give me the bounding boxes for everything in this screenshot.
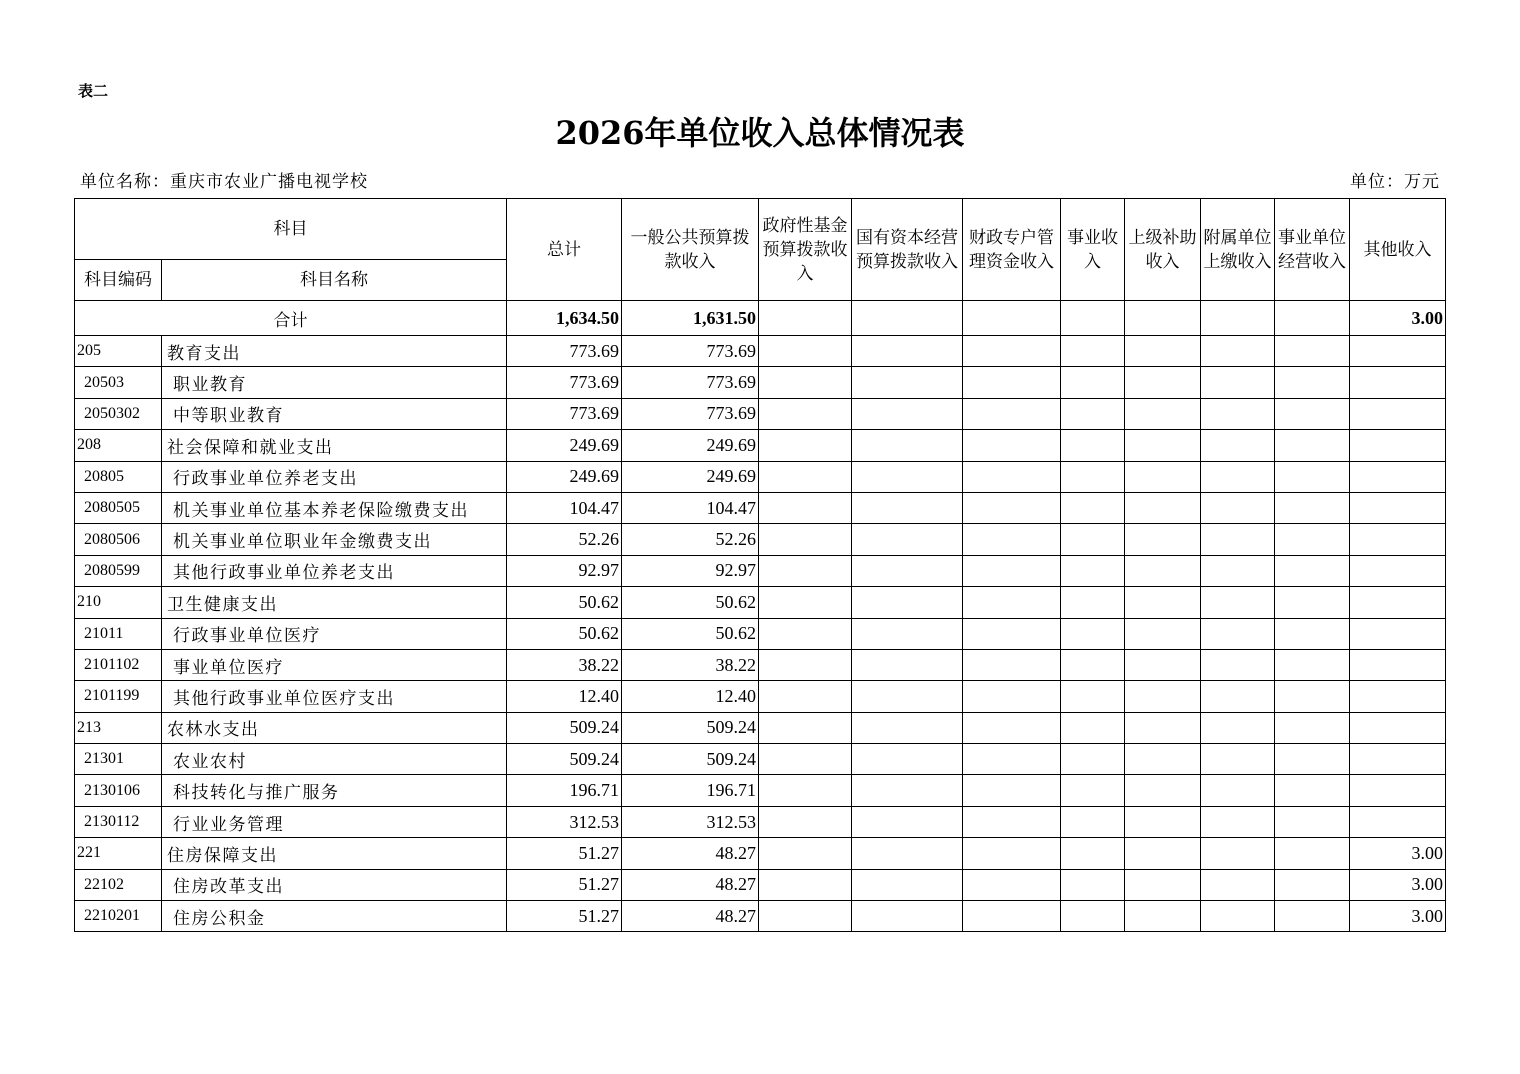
value-cell xyxy=(963,901,1061,932)
value-cell xyxy=(759,461,852,492)
value-cell xyxy=(1125,618,1201,649)
value-cell xyxy=(852,461,963,492)
value-cell: 3.00 xyxy=(1350,901,1446,932)
value-cell xyxy=(852,555,963,586)
value-cell xyxy=(1125,901,1201,932)
value-cell xyxy=(1201,901,1275,932)
value-cell xyxy=(1350,430,1446,461)
value-cell: 773.69 xyxy=(622,367,759,398)
subject-code-cell: 2080505 xyxy=(75,492,162,523)
value-cell xyxy=(1125,712,1201,743)
value-cell xyxy=(1201,744,1275,775)
value-cell: 509.24 xyxy=(507,744,622,775)
value-cell xyxy=(1275,430,1350,461)
subject-code-cell: 2210201 xyxy=(75,901,162,932)
value-cell xyxy=(1275,681,1350,712)
subject-name-cell: 科技转化与推广服务 xyxy=(162,775,507,806)
total-row xyxy=(75,301,1446,336)
value-cell: 38.22 xyxy=(507,649,622,680)
value-cell xyxy=(759,430,852,461)
subject-name-cell: 行业业务管理 xyxy=(162,806,507,837)
value-cell xyxy=(963,618,1061,649)
value-cell xyxy=(1061,398,1125,429)
value-cell xyxy=(1275,367,1350,398)
income-table xyxy=(74,198,1446,932)
value-cell xyxy=(1061,336,1125,367)
table-row xyxy=(75,461,1446,492)
value-cell xyxy=(963,744,1061,775)
value-cell xyxy=(759,869,852,900)
subject-name-cell: 社会保障和就业支出 xyxy=(162,430,507,461)
value-cell xyxy=(1125,681,1201,712)
value-cell xyxy=(963,587,1061,618)
subject-name-cell: 卫生健康支出 xyxy=(162,587,507,618)
page-title: 2026年单位收入总体情况表 xyxy=(555,114,965,152)
unit-name: 单位名称：重庆市农业广播电视学校 xyxy=(80,172,368,192)
subject-name-cell: 住房保障支出 xyxy=(162,838,507,869)
table-row xyxy=(75,587,1446,618)
table-row xyxy=(75,555,1446,586)
value-cell xyxy=(1061,806,1125,837)
value-cell xyxy=(1275,775,1350,806)
value-cell: 509.24 xyxy=(622,744,759,775)
value-cell xyxy=(1061,555,1125,586)
value-cell xyxy=(759,555,852,586)
subject-code-cell: 2080599 xyxy=(75,555,162,586)
total-value-cell xyxy=(1125,301,1201,336)
value-cell xyxy=(1350,461,1446,492)
value-cell xyxy=(1201,367,1275,398)
table-row xyxy=(75,336,1446,367)
table-row xyxy=(75,492,1446,523)
value-cell xyxy=(852,775,963,806)
value-cell xyxy=(852,681,963,712)
value-cell xyxy=(759,838,852,869)
value-cell xyxy=(1201,618,1275,649)
value-cell xyxy=(1125,492,1201,523)
value-cell: 312.53 xyxy=(622,806,759,837)
subject-code-cell: 20503 xyxy=(75,367,162,398)
total-value-cell xyxy=(1061,301,1125,336)
value-cell xyxy=(759,901,852,932)
subject-code-cell: 205 xyxy=(75,336,162,367)
value-cell xyxy=(1275,806,1350,837)
value-cell xyxy=(852,367,963,398)
table-row xyxy=(75,838,1446,869)
value-cell: 773.69 xyxy=(507,367,622,398)
subject-code-cell: 2130112 xyxy=(75,806,162,837)
value-cell: 196.71 xyxy=(622,775,759,806)
subject-code-cell: 20805 xyxy=(75,461,162,492)
value-cell xyxy=(759,744,852,775)
value-cell: 3.00 xyxy=(1350,838,1446,869)
value-cell xyxy=(963,838,1061,869)
header-name: 科目名称 xyxy=(162,260,507,301)
value-cell: 249.69 xyxy=(507,461,622,492)
value-cell xyxy=(1061,524,1125,555)
subject-name-cell: 行政事业单位养老支出 xyxy=(162,461,507,492)
value-cell: 50.62 xyxy=(507,587,622,618)
header-operating-income: 事业单位经营收入 xyxy=(1275,199,1350,301)
value-cell xyxy=(1125,367,1201,398)
table-row xyxy=(75,901,1446,932)
value-cell xyxy=(759,775,852,806)
value-cell xyxy=(1201,492,1275,523)
value-cell xyxy=(759,587,852,618)
value-cell xyxy=(1061,618,1125,649)
value-cell: 509.24 xyxy=(507,712,622,743)
value-cell xyxy=(1275,336,1350,367)
value-cell xyxy=(1201,398,1275,429)
table-row xyxy=(75,430,1446,461)
value-cell: 249.69 xyxy=(622,430,759,461)
value-cell xyxy=(1350,649,1446,680)
table-row xyxy=(75,618,1446,649)
value-cell xyxy=(1350,618,1446,649)
value-cell: 50.62 xyxy=(622,587,759,618)
value-cell: 38.22 xyxy=(622,649,759,680)
value-cell xyxy=(963,649,1061,680)
value-cell xyxy=(1201,712,1275,743)
total-value-cell: 1,634.50 xyxy=(507,301,622,336)
value-cell: 50.62 xyxy=(507,618,622,649)
subject-name-cell: 住房改革支出 xyxy=(162,869,507,900)
value-cell xyxy=(1061,744,1125,775)
value-cell xyxy=(1201,555,1275,586)
value-cell xyxy=(963,681,1061,712)
table-row xyxy=(75,869,1446,900)
subject-code-cell: 210 xyxy=(75,587,162,618)
value-cell: 52.26 xyxy=(507,524,622,555)
header-business-income: 事业收入 xyxy=(1061,199,1125,301)
value-cell: 51.27 xyxy=(507,838,622,869)
value-cell xyxy=(1061,430,1125,461)
value-cell xyxy=(1350,398,1446,429)
value-cell xyxy=(1201,649,1275,680)
value-cell xyxy=(852,430,963,461)
value-cell xyxy=(963,461,1061,492)
value-cell xyxy=(1201,869,1275,900)
value-cell xyxy=(1061,869,1125,900)
table-row xyxy=(75,649,1446,680)
subject-name-cell: 住房公积金 xyxy=(162,901,507,932)
value-cell xyxy=(852,587,963,618)
value-cell xyxy=(852,524,963,555)
unit-measure: 单位：万元 xyxy=(1350,172,1440,192)
value-cell: 196.71 xyxy=(507,775,622,806)
value-cell xyxy=(1061,775,1125,806)
value-cell xyxy=(852,838,963,869)
value-cell xyxy=(1125,398,1201,429)
subject-name-cell: 农林水支出 xyxy=(162,712,507,743)
value-cell xyxy=(759,712,852,743)
value-cell xyxy=(1125,461,1201,492)
header-other-income: 其他收入 xyxy=(1350,199,1446,301)
header-affiliated-payment: 附属单位上缴收入 xyxy=(1201,199,1275,301)
value-cell xyxy=(1125,430,1201,461)
value-cell: 48.27 xyxy=(622,901,759,932)
value-cell xyxy=(1275,524,1350,555)
value-cell xyxy=(1125,869,1201,900)
value-cell: 50.62 xyxy=(622,618,759,649)
value-cell xyxy=(759,492,852,523)
header-superior-subsidy: 上级补助收入 xyxy=(1125,199,1201,301)
value-cell xyxy=(759,524,852,555)
value-cell: 92.97 xyxy=(507,555,622,586)
value-cell xyxy=(1275,744,1350,775)
value-cell xyxy=(1350,587,1446,618)
value-cell xyxy=(852,398,963,429)
value-cell xyxy=(1275,649,1350,680)
value-cell xyxy=(963,555,1061,586)
header-gov-fund: 政府性基金预算拨款收入 xyxy=(759,199,852,301)
value-cell xyxy=(1125,587,1201,618)
value-cell xyxy=(1275,492,1350,523)
subject-name-cell: 农业农村 xyxy=(162,744,507,775)
value-cell xyxy=(1201,587,1275,618)
value-cell xyxy=(963,775,1061,806)
value-cell xyxy=(1350,712,1446,743)
value-cell xyxy=(1061,649,1125,680)
value-cell xyxy=(1201,806,1275,837)
table-row xyxy=(75,712,1446,743)
subject-name-cell: 其他行政事业单位医疗支出 xyxy=(162,681,507,712)
subject-name-cell: 机关事业单位职业年金缴费支出 xyxy=(162,524,507,555)
total-value-cell xyxy=(963,301,1061,336)
value-cell xyxy=(1350,806,1446,837)
value-cell xyxy=(1275,869,1350,900)
value-cell xyxy=(1061,461,1125,492)
subject-code-cell: 2101199 xyxy=(75,681,162,712)
subject-code-cell: 21301 xyxy=(75,744,162,775)
value-cell: 249.69 xyxy=(507,430,622,461)
value-cell xyxy=(1350,492,1446,523)
value-cell: 773.69 xyxy=(507,336,622,367)
value-cell xyxy=(1061,712,1125,743)
total-value-cell: 1,631.50 xyxy=(622,301,759,336)
value-cell xyxy=(1275,901,1350,932)
table-row xyxy=(75,744,1446,775)
header-subject: 科目 xyxy=(75,199,507,260)
value-cell: 104.47 xyxy=(622,492,759,523)
value-cell xyxy=(1350,681,1446,712)
value-cell xyxy=(1125,838,1201,869)
value-cell xyxy=(1201,461,1275,492)
total-value-cell xyxy=(1201,301,1275,336)
value-cell xyxy=(1201,775,1275,806)
value-cell xyxy=(759,336,852,367)
value-cell xyxy=(852,712,963,743)
value-cell xyxy=(1061,901,1125,932)
value-cell: 51.27 xyxy=(507,869,622,900)
subject-code-cell: 2050302 xyxy=(75,398,162,429)
header-total: 总计 xyxy=(507,199,622,301)
value-cell xyxy=(1350,524,1446,555)
header-general-budget: 一般公共预算拨款收入 xyxy=(622,199,759,301)
header-special-account: 财政专户管理资金收入 xyxy=(963,199,1061,301)
subject-code-cell: 21011 xyxy=(75,618,162,649)
value-cell xyxy=(759,367,852,398)
value-cell xyxy=(1275,555,1350,586)
value-cell xyxy=(1201,524,1275,555)
subject-code-cell: 221 xyxy=(75,838,162,869)
value-cell xyxy=(1350,744,1446,775)
header-code: 科目编码 xyxy=(75,260,162,301)
value-cell xyxy=(1061,587,1125,618)
value-cell xyxy=(1061,492,1125,523)
header-state-capital: 国有资本经营预算拨款收入 xyxy=(852,199,963,301)
value-cell: 509.24 xyxy=(622,712,759,743)
value-cell xyxy=(1125,555,1201,586)
value-cell xyxy=(759,649,852,680)
total-value-cell xyxy=(852,301,963,336)
value-cell xyxy=(1275,618,1350,649)
value-cell: 773.69 xyxy=(507,398,622,429)
subject-name-cell: 其他行政事业单位养老支出 xyxy=(162,555,507,586)
subject-code-cell: 2130106 xyxy=(75,775,162,806)
value-cell xyxy=(963,367,1061,398)
value-cell xyxy=(1201,838,1275,869)
value-cell xyxy=(1275,398,1350,429)
value-cell: 92.97 xyxy=(622,555,759,586)
value-cell xyxy=(1125,336,1201,367)
total-label: 合计 xyxy=(75,301,507,336)
value-cell xyxy=(852,649,963,680)
subject-name-cell: 行政事业单位医疗 xyxy=(162,618,507,649)
table-row xyxy=(75,367,1446,398)
value-cell: 312.53 xyxy=(507,806,622,837)
value-cell xyxy=(1275,712,1350,743)
table-row xyxy=(75,775,1446,806)
value-cell: 773.69 xyxy=(622,336,759,367)
table-label: 表二 xyxy=(78,82,109,100)
table-row xyxy=(75,524,1446,555)
value-cell xyxy=(1275,461,1350,492)
value-cell xyxy=(963,398,1061,429)
value-cell xyxy=(1201,681,1275,712)
subject-code-cell: 2101102 xyxy=(75,649,162,680)
value-cell xyxy=(963,712,1061,743)
value-cell: 104.47 xyxy=(507,492,622,523)
value-cell: 48.27 xyxy=(622,838,759,869)
value-cell: 3.00 xyxy=(1350,869,1446,900)
total-value-cell xyxy=(759,301,852,336)
value-cell xyxy=(963,492,1061,523)
value-cell xyxy=(852,618,963,649)
table-row xyxy=(75,398,1446,429)
value-cell xyxy=(963,524,1061,555)
subject-code-cell: 2080506 xyxy=(75,524,162,555)
value-cell xyxy=(1350,367,1446,398)
value-cell xyxy=(759,398,852,429)
total-value-cell xyxy=(1275,301,1350,336)
value-cell xyxy=(852,806,963,837)
value-cell: 48.27 xyxy=(622,869,759,900)
total-value-cell: 3.00 xyxy=(1350,301,1446,336)
value-cell: 12.40 xyxy=(507,681,622,712)
value-cell xyxy=(963,430,1061,461)
value-cell xyxy=(1201,336,1275,367)
value-cell xyxy=(852,901,963,932)
value-cell xyxy=(1275,838,1350,869)
value-cell xyxy=(852,869,963,900)
value-cell xyxy=(1061,367,1125,398)
value-cell xyxy=(1061,681,1125,712)
value-cell: 12.40 xyxy=(622,681,759,712)
subject-name-cell: 机关事业单位基本养老保险缴费支出 xyxy=(162,492,507,523)
subject-name-cell: 职业教育 xyxy=(162,367,507,398)
value-cell xyxy=(1125,744,1201,775)
value-cell xyxy=(759,618,852,649)
subject-code-cell: 22102 xyxy=(75,869,162,900)
value-cell xyxy=(1275,587,1350,618)
value-cell xyxy=(963,336,1061,367)
value-cell xyxy=(1125,649,1201,680)
subject-code-cell: 213 xyxy=(75,712,162,743)
value-cell xyxy=(1350,336,1446,367)
value-cell xyxy=(1350,775,1446,806)
value-cell xyxy=(1125,806,1201,837)
subject-name-cell: 中等职业教育 xyxy=(162,398,507,429)
value-cell: 249.69 xyxy=(622,461,759,492)
table-row xyxy=(75,806,1446,837)
value-cell xyxy=(852,492,963,523)
value-cell xyxy=(1350,555,1446,586)
subject-name-cell: 教育支出 xyxy=(162,336,507,367)
value-cell xyxy=(852,744,963,775)
value-cell: 52.26 xyxy=(622,524,759,555)
table-row xyxy=(75,681,1446,712)
value-cell: 51.27 xyxy=(507,901,622,932)
subject-name-cell: 事业单位医疗 xyxy=(162,649,507,680)
value-cell xyxy=(759,806,852,837)
value-cell xyxy=(963,869,1061,900)
value-cell xyxy=(1061,838,1125,869)
value-cell xyxy=(1125,524,1201,555)
value-cell: 773.69 xyxy=(622,398,759,429)
value-cell xyxy=(1125,775,1201,806)
value-cell xyxy=(1201,430,1275,461)
value-cell xyxy=(852,336,963,367)
value-cell xyxy=(759,681,852,712)
value-cell xyxy=(963,806,1061,837)
subject-code-cell: 208 xyxy=(75,430,162,461)
